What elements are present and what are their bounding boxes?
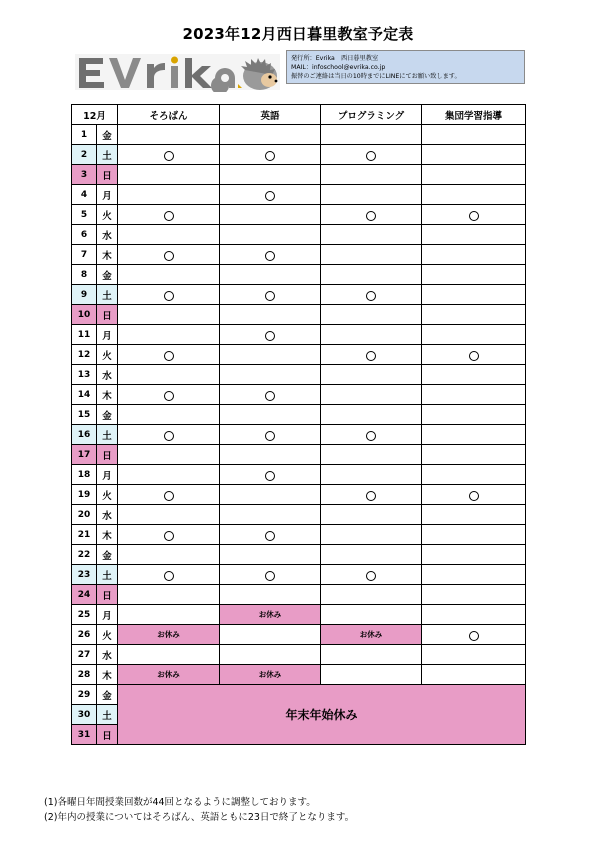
english-cell <box>220 185 321 205</box>
soroban-cell <box>118 485 220 505</box>
class-scheduled-mark <box>164 351 174 361</box>
day-number: 8 <box>72 265 97 285</box>
class-scheduled-mark <box>469 631 479 641</box>
day-number: 2 <box>72 145 97 165</box>
programming-cell <box>321 505 422 525</box>
english-cell <box>220 225 321 245</box>
schedule-row <box>72 325 526 345</box>
weekday: 土 <box>97 425 118 445</box>
weekday: 日 <box>97 445 118 465</box>
day-number: 31 <box>72 725 97 745</box>
schedule-row <box>72 485 526 505</box>
schedule-row <box>72 365 526 385</box>
english-cell <box>220 545 321 565</box>
note-1: (1)各曜日年間授業回数が44回となるように調整しております。 <box>44 797 316 808</box>
weekday: 日 <box>97 725 118 745</box>
class-scheduled-mark <box>164 391 174 401</box>
schedule-table <box>71 104 526 745</box>
page-title: 2023年12月西日暮里教室予定表 <box>182 25 414 43</box>
programming-cell <box>321 285 422 305</box>
soroban-cell <box>118 405 220 425</box>
group-study-cell <box>422 325 526 345</box>
english-cell: お休み <box>220 605 321 625</box>
programming-header: プログラミング <box>321 105 422 125</box>
schedule-body <box>72 125 526 745</box>
programming-cell <box>321 345 422 365</box>
programming-cell <box>321 325 422 345</box>
weekday: 火 <box>97 485 118 505</box>
weekday: 水 <box>97 505 118 525</box>
class-scheduled-mark <box>366 211 376 221</box>
schedule-row <box>72 605 526 625</box>
weekday: 金 <box>97 545 118 565</box>
weekday: 土 <box>97 565 118 585</box>
weekday: 日 <box>97 305 118 325</box>
programming-cell <box>321 205 422 225</box>
programming-cell <box>321 125 422 145</box>
soroban-cell <box>118 425 220 445</box>
soroban-cell <box>118 325 220 345</box>
soroban-cell <box>118 445 220 465</box>
programming-cell <box>321 225 422 245</box>
weekday: 金 <box>97 125 118 145</box>
month-header: 12月 <box>72 105 118 125</box>
weekday: 金 <box>97 405 118 425</box>
english-cell <box>220 145 321 165</box>
schedule-row <box>72 245 526 265</box>
group-study-cell <box>422 385 526 405</box>
weekday: 日 <box>97 585 118 605</box>
class-scheduled-mark <box>366 431 376 441</box>
english-cell <box>220 365 321 385</box>
weekday: 金 <box>97 265 118 285</box>
group-study-cell <box>422 565 526 585</box>
weekday: 水 <box>97 365 118 385</box>
schedule-row <box>72 685 526 705</box>
class-scheduled-mark <box>366 151 376 161</box>
english-cell <box>220 125 321 145</box>
english-cell <box>220 565 321 585</box>
schedule-row <box>72 145 526 165</box>
soroban-cell: お休み <box>118 625 220 645</box>
day-number: 5 <box>72 205 97 225</box>
day-number: 20 <box>72 505 97 525</box>
soroban-cell <box>118 125 220 145</box>
group-study-cell <box>422 365 526 385</box>
soroban-cell <box>118 305 220 325</box>
day-number: 18 <box>72 465 97 485</box>
schedule-row <box>72 585 526 605</box>
schedule-row <box>72 645 526 665</box>
group-study-cell <box>422 125 526 145</box>
day-number: 7 <box>72 245 97 265</box>
weekday: 水 <box>97 645 118 665</box>
group-study-cell <box>422 425 526 445</box>
schedule-row <box>72 445 526 465</box>
day-number: 16 <box>72 425 97 445</box>
logo-graphic <box>75 50 280 92</box>
soroban-cell <box>118 165 220 185</box>
class-scheduled-mark <box>164 491 174 501</box>
group-study-cell <box>422 625 526 645</box>
group-study-cell <box>422 585 526 605</box>
group-study-cell <box>422 245 526 265</box>
soroban-cell <box>118 345 220 365</box>
programming-cell <box>321 565 422 585</box>
schedule-row <box>72 345 526 365</box>
group-study-cell <box>422 525 526 545</box>
schedule-row <box>72 525 526 545</box>
programming-cell <box>321 405 422 425</box>
soroban-cell <box>118 245 220 265</box>
weekday: 月 <box>97 605 118 625</box>
schedule-row <box>72 205 526 225</box>
day-number: 27 <box>72 645 97 665</box>
programming-cell <box>321 525 422 545</box>
day-number: 22 <box>72 545 97 565</box>
english-cell <box>220 585 321 605</box>
english-cell <box>220 505 321 525</box>
day-number: 17 <box>72 445 97 465</box>
english-cell <box>220 645 321 665</box>
weekday: 木 <box>97 525 118 545</box>
weekday: 土 <box>97 705 118 725</box>
schedule-row <box>72 125 526 145</box>
schedule-row <box>72 405 526 425</box>
english-cell <box>220 345 321 365</box>
programming-cell <box>321 485 422 505</box>
day-number: 23 <box>72 565 97 585</box>
english-cell <box>220 445 321 465</box>
soroban-cell <box>118 525 220 545</box>
contact-note-line: 振替のご連絡は当日の10時までにLINEにてお願い致します。 <box>291 73 461 80</box>
class-scheduled-mark <box>469 491 479 501</box>
publisher-info-box <box>286 50 525 84</box>
weekday: 土 <box>97 145 118 165</box>
day-number: 9 <box>72 285 97 305</box>
group-study-cell <box>422 145 526 165</box>
class-scheduled-mark <box>469 351 479 361</box>
weekday: 火 <box>97 625 118 645</box>
schedule-row <box>72 545 526 565</box>
english-cell <box>220 525 321 545</box>
group-study-cell <box>422 185 526 205</box>
group-study-cell <box>422 285 526 305</box>
english-cell <box>220 325 321 345</box>
programming-cell <box>321 605 422 625</box>
schedule-row <box>72 465 526 485</box>
day-number: 24 <box>72 585 97 605</box>
programming-cell <box>321 545 422 565</box>
schedule-row <box>72 225 526 245</box>
soroban-cell <box>118 585 220 605</box>
group-study-cell <box>422 305 526 325</box>
day-number: 11 <box>72 325 97 345</box>
english-header: 英語 <box>220 105 321 125</box>
weekday: 土 <box>97 285 118 305</box>
class-scheduled-mark <box>164 211 174 221</box>
weekday: 木 <box>97 245 118 265</box>
soroban-cell <box>118 385 220 405</box>
year-end-holiday: 年末年始休み <box>118 685 526 745</box>
programming-cell <box>321 165 422 185</box>
programming-cell: お休み <box>321 625 422 645</box>
weekday: 火 <box>97 345 118 365</box>
group-study-cell <box>422 225 526 245</box>
soroban-cell <box>118 205 220 225</box>
class-scheduled-mark <box>164 431 174 441</box>
day-number: 10 <box>72 305 97 325</box>
class-scheduled-mark <box>265 471 275 481</box>
group-study-cell <box>422 665 526 685</box>
schedule-row <box>72 565 526 585</box>
soroban-cell <box>118 545 220 565</box>
class-scheduled-mark <box>469 211 479 221</box>
schedule-row <box>72 385 526 405</box>
english-cell <box>220 245 321 265</box>
english-cell <box>220 305 321 325</box>
programming-cell <box>321 265 422 285</box>
class-scheduled-mark <box>366 291 376 301</box>
programming-cell <box>321 305 422 325</box>
day-number: 13 <box>72 365 97 385</box>
day-number: 14 <box>72 385 97 405</box>
soroban-cell <box>118 265 220 285</box>
weekday: 月 <box>97 325 118 345</box>
soroban-cell <box>118 565 220 585</box>
soroban-header: そろばん <box>118 105 220 125</box>
day-number: 26 <box>72 625 97 645</box>
group-study-cell <box>422 465 526 485</box>
class-scheduled-mark <box>265 291 275 301</box>
soroban-cell <box>118 605 220 625</box>
email-line: MAIL：infoschool@evrika.co.jp <box>291 64 386 71</box>
class-scheduled-mark <box>366 571 376 581</box>
group-study-cell <box>422 605 526 625</box>
programming-cell <box>321 145 422 165</box>
day-number: 15 <box>72 405 97 425</box>
programming-cell <box>321 185 422 205</box>
class-scheduled-mark <box>265 151 275 161</box>
day-number: 28 <box>72 665 97 685</box>
soroban-cell <box>118 225 220 245</box>
schedule-row <box>72 265 526 285</box>
group-study-cell <box>422 505 526 525</box>
weekday: 日 <box>97 165 118 185</box>
weekday: 月 <box>97 185 118 205</box>
notes <box>44 795 354 825</box>
group-study-header: 集団学習指導 <box>422 105 526 125</box>
day-number: 12 <box>72 345 97 365</box>
soroban-cell <box>118 145 220 165</box>
english-cell <box>220 485 321 505</box>
soroban-cell <box>118 465 220 485</box>
soroban-cell <box>118 185 220 205</box>
english-cell <box>220 265 321 285</box>
soroban-cell <box>118 645 220 665</box>
day-number: 21 <box>72 525 97 545</box>
class-scheduled-mark <box>164 531 174 541</box>
day-number: 6 <box>72 225 97 245</box>
class-scheduled-mark <box>164 251 174 261</box>
group-study-cell <box>422 445 526 465</box>
programming-cell <box>321 465 422 485</box>
group-study-cell <box>422 485 526 505</box>
class-scheduled-mark <box>265 191 275 201</box>
class-scheduled-mark <box>265 431 275 441</box>
day-number: 25 <box>72 605 97 625</box>
english-cell <box>220 385 321 405</box>
weekday: 金 <box>97 685 118 705</box>
weekday: 水 <box>97 225 118 245</box>
english-cell <box>220 465 321 485</box>
schedule-row <box>72 625 526 645</box>
soroban-cell <box>118 365 220 385</box>
programming-cell <box>321 365 422 385</box>
schedule-row <box>72 505 526 525</box>
day-number: 4 <box>72 185 97 205</box>
english-cell <box>220 625 321 645</box>
schedule-row <box>72 425 526 445</box>
class-scheduled-mark <box>265 331 275 341</box>
programming-cell <box>321 385 422 405</box>
group-study-cell <box>422 345 526 365</box>
group-study-cell <box>422 545 526 565</box>
day-number: 30 <box>72 705 97 725</box>
table-header-row <box>72 105 526 125</box>
schedule-row <box>72 285 526 305</box>
english-cell <box>220 165 321 185</box>
evrika-logo <box>75 50 280 92</box>
class-scheduled-mark <box>366 491 376 501</box>
class-scheduled-mark <box>164 291 174 301</box>
programming-cell <box>321 425 422 445</box>
class-scheduled-mark <box>265 251 275 261</box>
programming-cell <box>321 585 422 605</box>
day-number: 1 <box>72 125 97 145</box>
english-cell <box>220 405 321 425</box>
class-scheduled-mark <box>164 151 174 161</box>
weekday: 木 <box>97 665 118 685</box>
class-scheduled-mark <box>366 351 376 361</box>
english-cell: お休み <box>220 665 321 685</box>
class-scheduled-mark <box>164 571 174 581</box>
note-2: (2)年内の授業についてはそろばん、英語ともに23日で終了となります。 <box>44 812 355 823</box>
weekday: 火 <box>97 205 118 225</box>
schedule-row <box>72 165 526 185</box>
weekday: 木 <box>97 385 118 405</box>
programming-cell <box>321 645 422 665</box>
soroban-cell <box>118 505 220 525</box>
programming-cell <box>321 665 422 685</box>
publisher-line: 発行所：Evrika 西日暮里教室 <box>291 55 379 62</box>
soroban-cell <box>118 285 220 305</box>
class-scheduled-mark <box>265 391 275 401</box>
weekday: 月 <box>97 465 118 485</box>
programming-cell <box>321 245 422 265</box>
group-study-cell <box>422 165 526 185</box>
soroban-cell: お休み <box>118 665 220 685</box>
group-study-cell <box>422 265 526 285</box>
group-study-cell <box>422 645 526 665</box>
class-scheduled-mark <box>265 531 275 541</box>
group-study-cell <box>422 405 526 425</box>
day-number: 3 <box>72 165 97 185</box>
english-cell <box>220 425 321 445</box>
english-cell <box>220 285 321 305</box>
programming-cell <box>321 445 422 465</box>
schedule-row <box>72 665 526 685</box>
schedule-row <box>72 185 526 205</box>
class-scheduled-mark <box>265 571 275 581</box>
english-cell <box>220 205 321 225</box>
day-number: 19 <box>72 485 97 505</box>
schedule-row <box>72 305 526 325</box>
day-number: 29 <box>72 685 97 705</box>
group-study-cell <box>422 205 526 225</box>
